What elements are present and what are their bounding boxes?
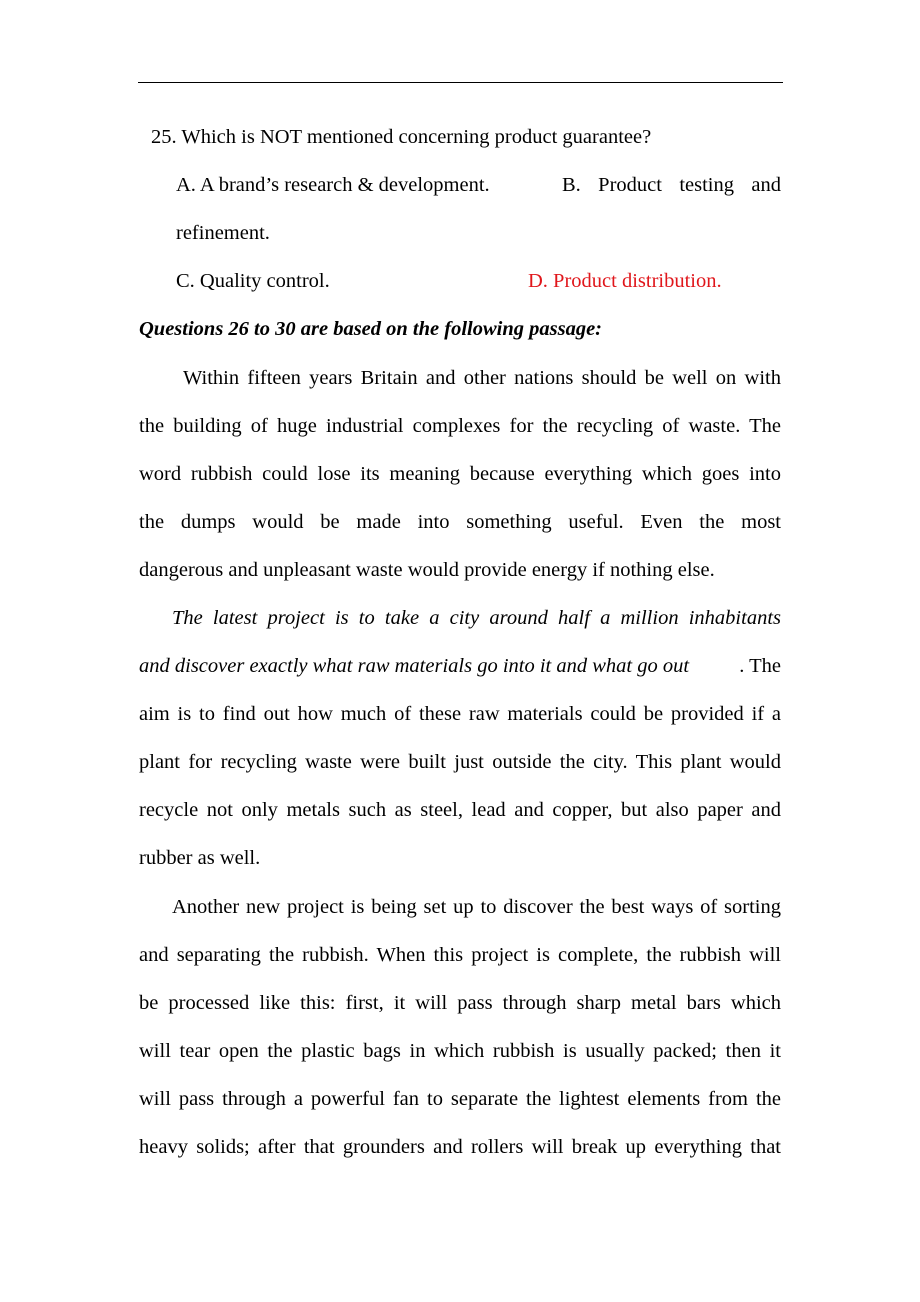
p2-italic-line-1: The latest project is to take a city around half a million inhabitants xyxy=(172,607,781,629)
p3-line-1: Another new project is being set up to discover the best ways of sorting xyxy=(172,896,781,918)
option-a: A. A brand’s research & development. xyxy=(176,174,490,196)
p2-italic-line-2: and discover exactly what raw materials go into it and what go out xyxy=(139,655,690,677)
p1-line-5: dangerous and unpleasant waste would provide energy if nothing else. xyxy=(139,559,715,581)
p2-tail: . The xyxy=(739,655,781,677)
p2-line-4: plant for recycling waste were built just outside the city. This plant would xyxy=(139,751,781,773)
p1-line-2: the building of huge industrial complexes for the recycling of waste. The xyxy=(139,415,781,437)
p1-line-4: the dumps would be made into something useful. Even the most xyxy=(139,511,781,533)
p1-line-3: word rubbish could lose its meaning because everything which goes into xyxy=(139,463,781,485)
question-25-stem: 25. Which is NOT mentioned concerning product guarantee? xyxy=(151,126,652,148)
p2-line-2 xyxy=(139,653,781,679)
p3-line-5: will pass through a powerful fan to separate the lightest elements from the xyxy=(139,1088,781,1110)
p2-line-6: rubber as well. xyxy=(139,847,261,869)
p3-line-2: and separating the rubbish. When this project is complete, the rubbish will xyxy=(139,944,781,966)
p3-line-3: be processed like this: first, it will pass through sharp metal bars which xyxy=(139,992,781,1014)
p2-line-5: recycle not only metals such as steel, lead and copper, but also paper and xyxy=(139,799,781,821)
option-d-answer: D. Product distribution. xyxy=(528,270,722,292)
option-c: C. Quality control. xyxy=(176,270,330,292)
header-rule xyxy=(138,82,783,83)
option-b-part2: refinement. xyxy=(176,222,270,244)
option-b-part1: B. Product testing and xyxy=(562,174,781,196)
p2-line-3: aim is to find out how much of these raw materials could be provided if a xyxy=(139,703,781,725)
passage-heading: Questions 26 to 30 are based on the following passage: xyxy=(139,318,602,340)
p3-line-4: will tear open the plastic bags in which rubbish is usually packed; then it xyxy=(139,1040,781,1062)
p1-line-1: Within fifteen years Britain and other nations should be well on with xyxy=(183,367,781,389)
p3-line-6: heavy solids; after that grounders and rollers will break up everything that xyxy=(139,1136,781,1158)
